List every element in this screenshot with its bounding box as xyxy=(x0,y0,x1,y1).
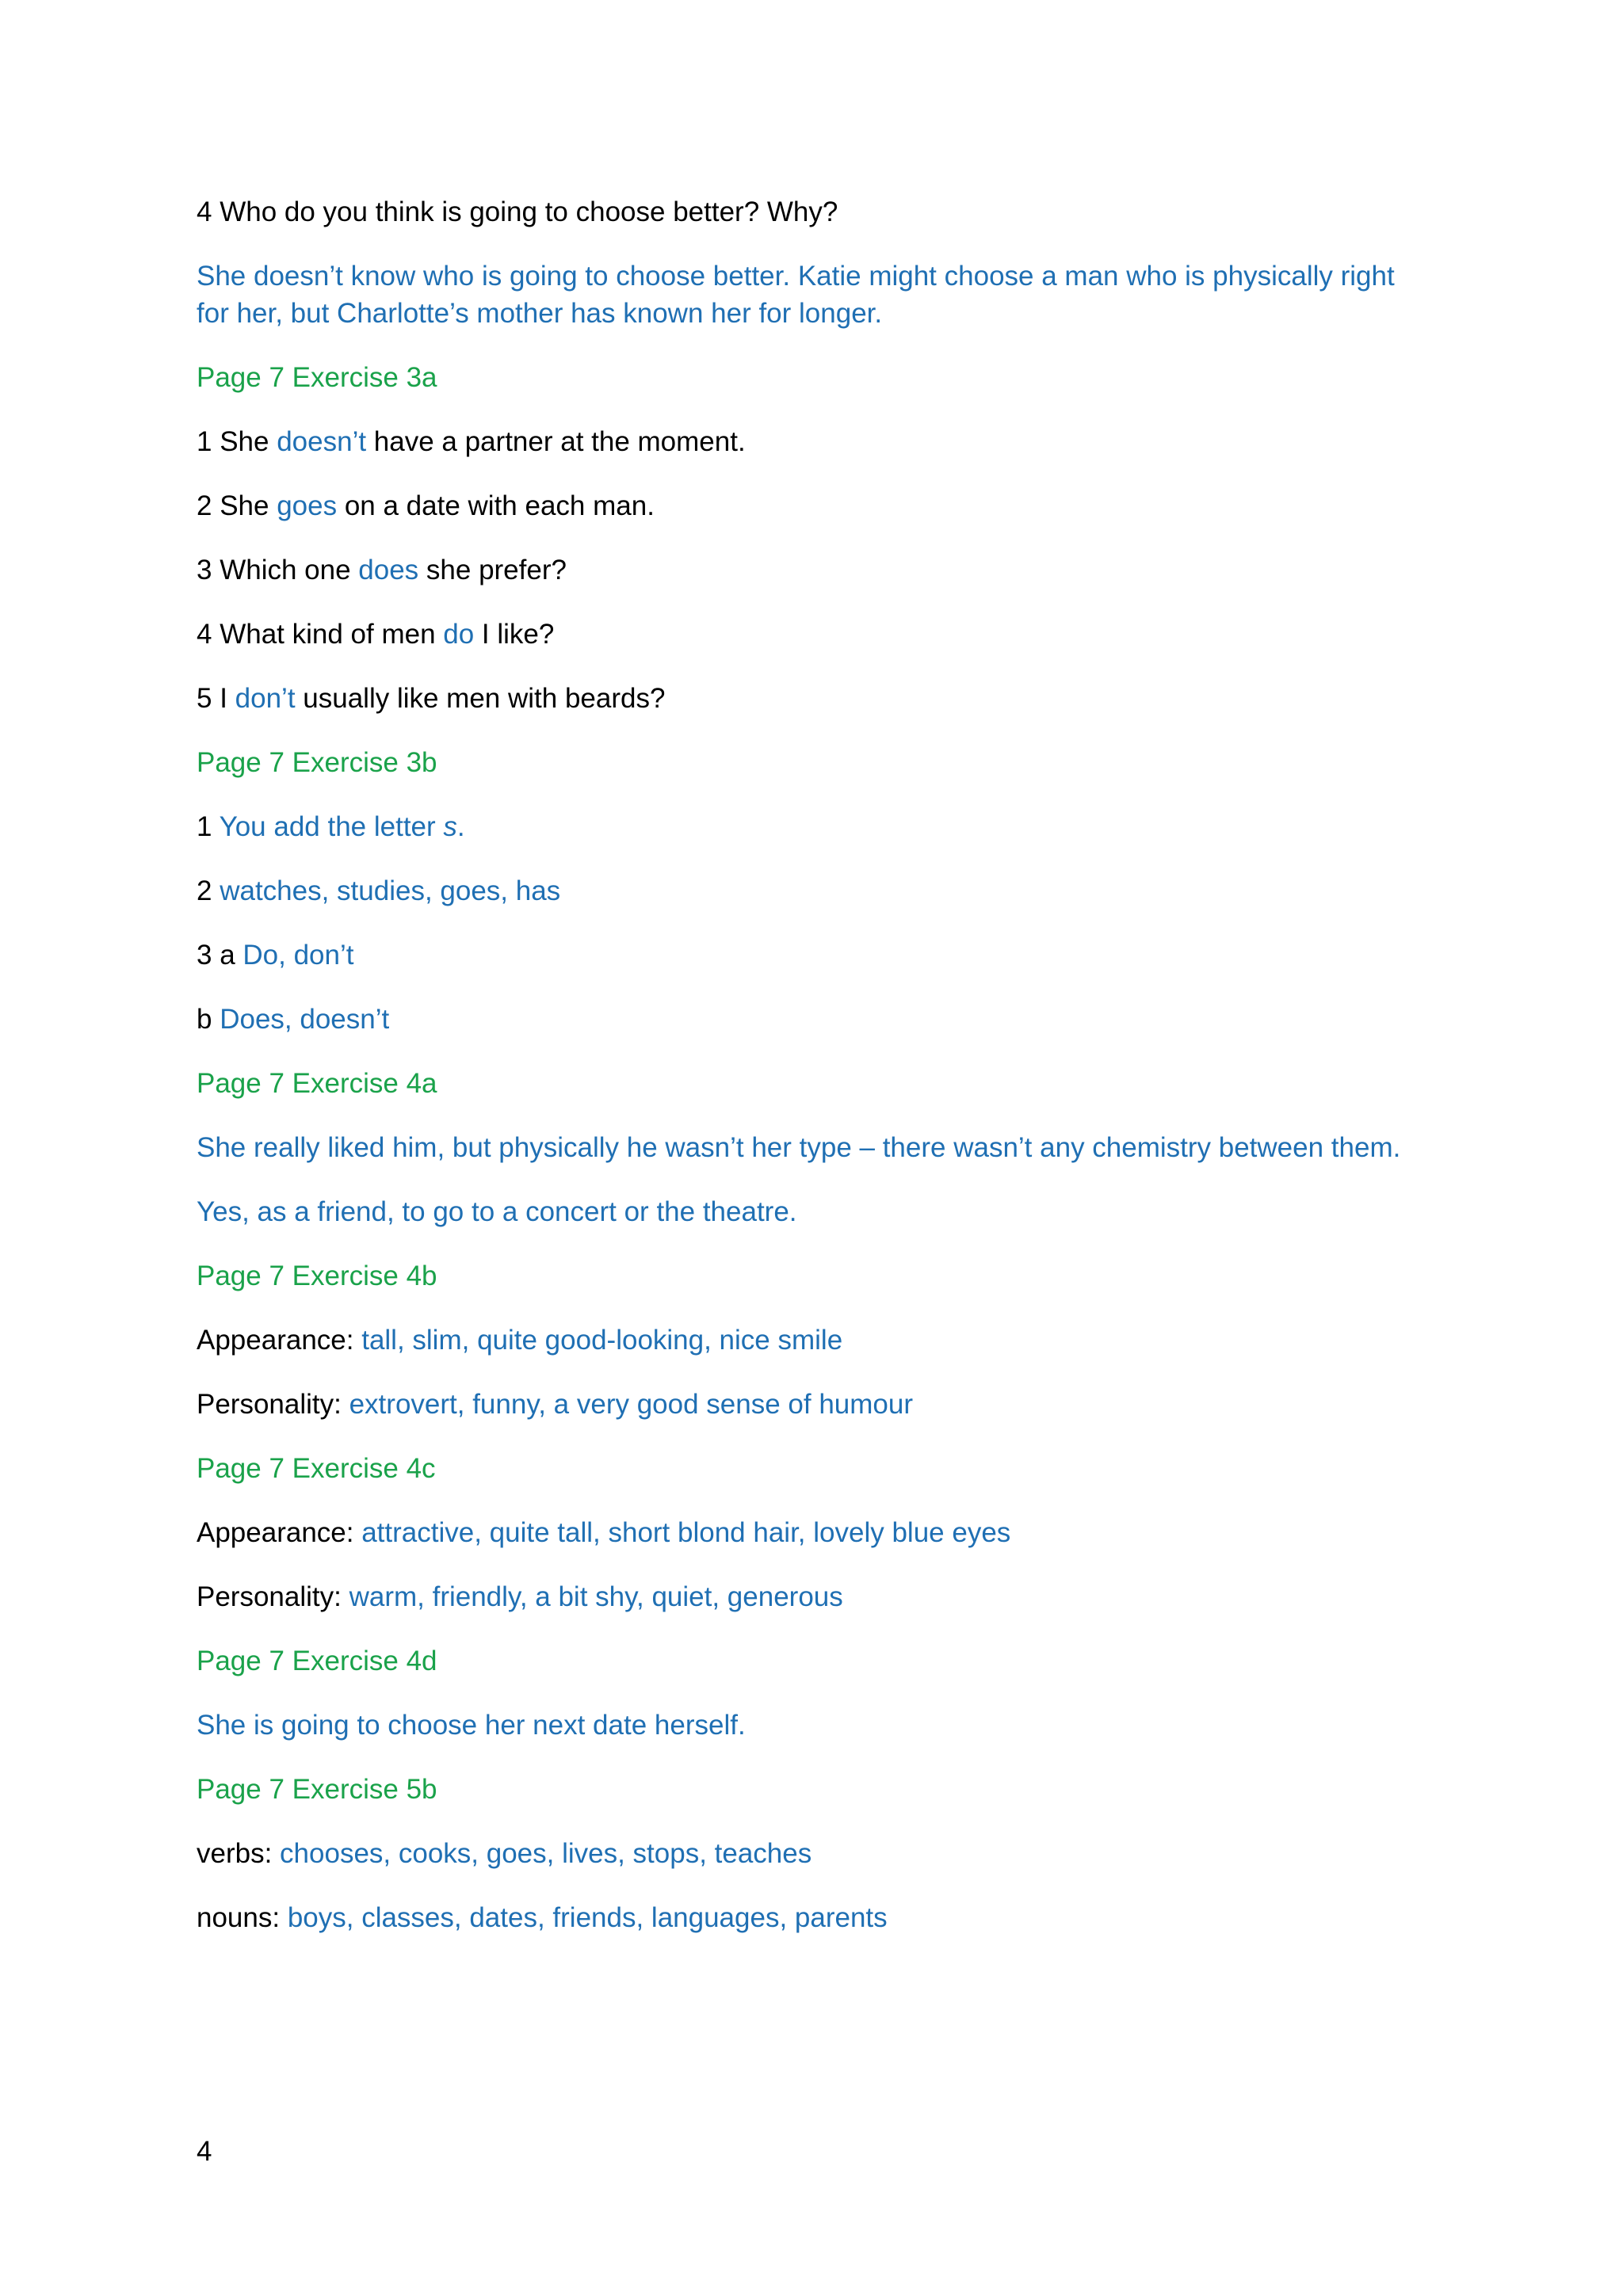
text-segment: Yes, as a friend, to go to a concert or the theatre. xyxy=(197,1196,797,1227)
text-segment: Page 7 Exercise 3b xyxy=(197,747,437,778)
text-segment: nouns: xyxy=(197,1902,288,1933)
text-segment: don’t xyxy=(235,683,296,714)
text-line xyxy=(197,1899,1433,1936)
text-segment: She doesn’t know who is going to choose better. Katie might choose a man who is physically right for her, but Charlotte’s mother has known her for longer. xyxy=(197,261,1395,329)
text-segment: 2 She xyxy=(197,490,277,521)
text-line xyxy=(197,744,1433,781)
document-body xyxy=(197,193,1433,1963)
text-line xyxy=(197,1578,1433,1615)
text-line xyxy=(197,808,1433,845)
page-number: 4 xyxy=(197,2136,212,2167)
text-line xyxy=(197,1322,1433,1359)
text-segment: have a partner at the moment. xyxy=(366,426,746,457)
text-segment: Page 7 Exercise 4b xyxy=(197,1261,437,1291)
text-segment: does xyxy=(358,555,419,585)
text-segment: boys, classes, dates, friends, languages, parents xyxy=(287,1902,888,1933)
text-segment: attractive, quite tall, short blond hair, lovely blue eyes xyxy=(361,1517,1011,1548)
text-segment: watches, studies, goes, has xyxy=(220,875,561,906)
text-segment: chooses, cooks, goes, lives, stops, teaches xyxy=(280,1838,812,1869)
text-line xyxy=(197,1257,1433,1295)
text-line xyxy=(197,551,1433,589)
text-segment: Page 7 Exercise 5b xyxy=(197,1774,437,1805)
text-line xyxy=(197,359,1433,396)
text-segment: tall, slim, quite good-looking, nice smile xyxy=(361,1325,843,1356)
text-segment: Page 7 Exercise 4a xyxy=(197,1068,437,1099)
text-line xyxy=(197,616,1433,653)
text-line xyxy=(197,680,1433,717)
text-line xyxy=(197,1386,1433,1423)
text-segment: You add the letter xyxy=(219,811,444,842)
text-segment: Appearance: xyxy=(197,1325,362,1356)
text-segment: Does, doesn’t xyxy=(220,1004,390,1035)
text-segment: Page 7 Exercise 3a xyxy=(197,362,437,393)
text-line xyxy=(197,257,1433,332)
text-segment: Page 7 Exercise 4c xyxy=(197,1453,436,1484)
text-segment: 1 xyxy=(197,811,220,842)
text-segment: verbs: xyxy=(197,1838,281,1869)
text-segment: She is going to choose her next date herself. xyxy=(197,1710,746,1741)
text-segment: . xyxy=(456,811,465,842)
text-segment: Do, don’t xyxy=(242,940,354,971)
text-line xyxy=(197,1514,1433,1551)
text-line xyxy=(197,1642,1433,1680)
text-segment: extrovert, funny, a very good sense of humour xyxy=(349,1389,913,1420)
text-line xyxy=(197,872,1433,910)
text-segment: 1 She xyxy=(197,426,277,457)
text-line xyxy=(197,1001,1433,1038)
text-segment: 4 What kind of men xyxy=(197,619,444,650)
text-segment: 4 Who do you think is going to choose better? Why? xyxy=(197,196,838,227)
text-segment: s xyxy=(443,811,457,842)
text-segment: do xyxy=(443,619,475,650)
text-segment: I like? xyxy=(474,619,555,650)
text-segment: Personality: xyxy=(197,1581,349,1612)
text-segment: usually like men with beards? xyxy=(295,683,666,714)
text-segment: on a date with each man. xyxy=(337,490,655,521)
text-line xyxy=(197,487,1433,524)
text-line xyxy=(197,1450,1433,1487)
text-segment: she prefer? xyxy=(418,555,567,585)
text-segment: 5 I xyxy=(197,683,235,714)
text-line xyxy=(197,1707,1433,1744)
text-segment: 2 xyxy=(197,875,220,906)
text-segment: goes xyxy=(277,490,338,521)
text-line xyxy=(197,1129,1433,1166)
text-line xyxy=(197,1771,1433,1808)
text-segment: 3 a xyxy=(197,940,243,971)
text-segment: Personality: xyxy=(197,1389,349,1420)
text-segment: 3 Which one xyxy=(197,555,359,585)
text-line xyxy=(197,423,1433,460)
text-segment: doesn’t xyxy=(277,426,367,457)
text-line xyxy=(197,1835,1433,1872)
text-line xyxy=(197,193,1433,231)
text-segment: She really liked him, but physically he wasn’t her type – there wasn’t any chemistry between them. xyxy=(197,1132,1401,1163)
text-segment: Appearance: xyxy=(197,1517,362,1548)
text-line xyxy=(197,1065,1433,1102)
text-line xyxy=(197,1193,1433,1230)
text-segment: b xyxy=(197,1004,220,1035)
text-line xyxy=(197,936,1433,974)
text-segment: Page 7 Exercise 4d xyxy=(197,1646,437,1676)
text-segment: warm, friendly, a bit shy, quiet, generous xyxy=(349,1581,843,1612)
